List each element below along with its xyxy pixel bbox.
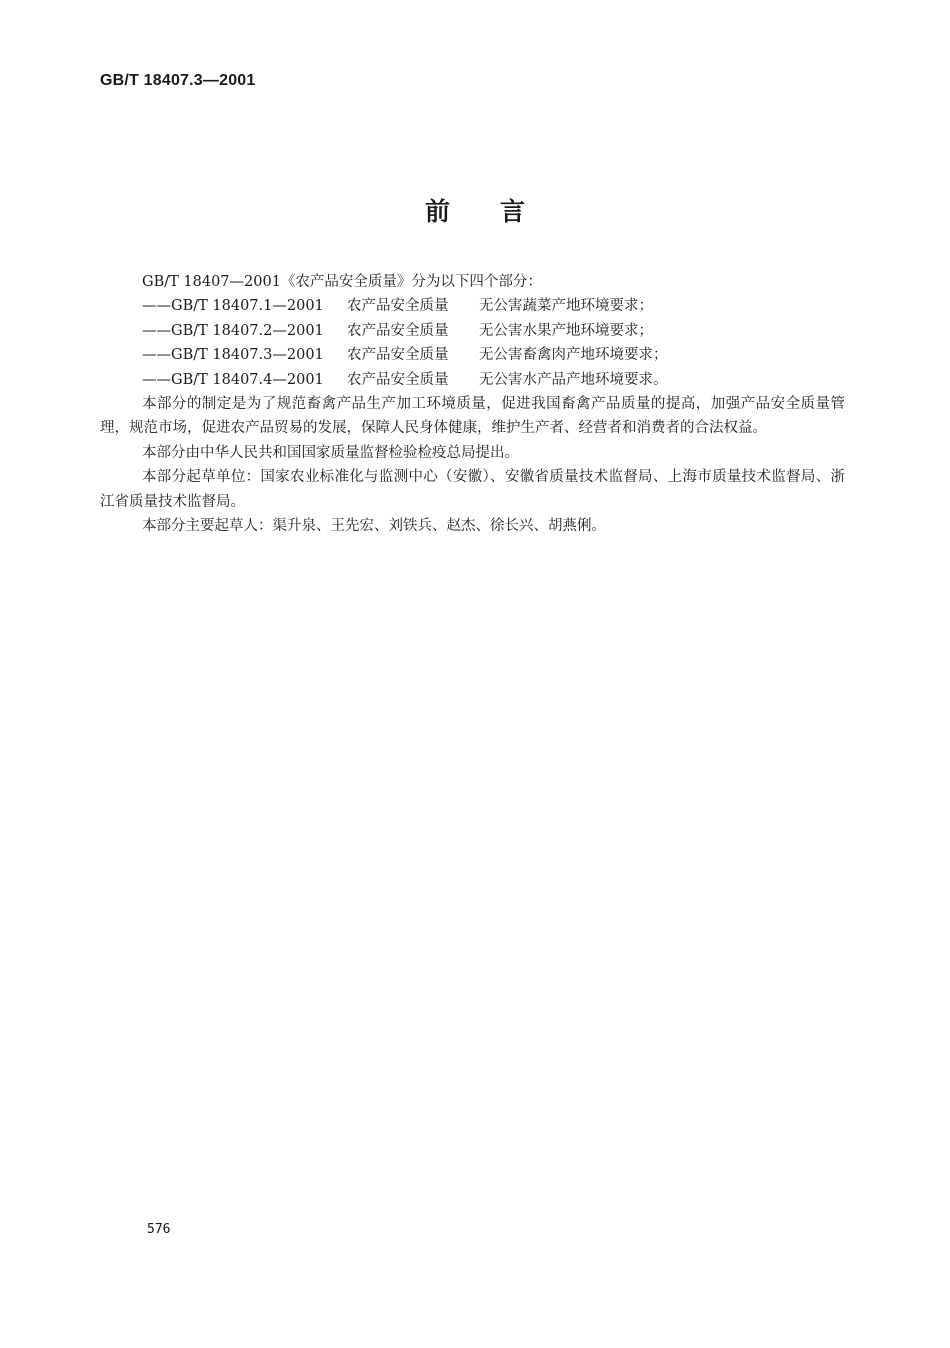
part-scope: 农产品安全质量 [347, 298, 449, 315]
part-scope: 农产品安全质量 [347, 371, 449, 388]
part-scope: 农产品安全质量 [347, 347, 449, 364]
part-code: ——GB/T 18407.4—2001 [142, 371, 324, 388]
drafters-paragraph: 本部分主要起草人：渠升泉、王先宏、刘铁兵、赵杰、徐长兴、胡燕俐。 [142, 518, 606, 535]
part-code: ——GB/T 18407.1—2001 [142, 298, 324, 315]
part-code: ——GB/T 18407.3—2001 [142, 347, 324, 364]
part-name: 无公害水果产地环境要求； [479, 322, 653, 339]
part-code: ——GB/T 18407.2—2001 [142, 322, 324, 339]
part-list-item [100, 343, 845, 367]
part-name: 无公害蔬菜产地环境要求； [479, 298, 653, 315]
purpose-paragraph: 本部分的制定是为了规范畜禽产品生产加工环境质量，促进我国畜禽产品质量的提高，加强产品安全质量管理，规范市场，促进农产品贸易的发展，保障人民身体健康，维护生产者、经营者和消费者的合法权益。 [100, 396, 845, 437]
part-name: 无公害畜禽肉产地环境要求； [479, 347, 668, 364]
part-scope: 农产品安全质量 [347, 322, 449, 339]
title-char-1: 前 [424, 197, 450, 226]
standard-code-header: GB/T 18407.3—2001 [100, 72, 256, 89]
part-name: 无公害水产品产地环境要求。 [479, 371, 668, 388]
intro-line: GB/T 18407—2001《农产品安全质量》分为以下四个部分： [142, 274, 542, 290]
part-list-item [100, 368, 845, 392]
page-number: 576 [147, 1222, 171, 1237]
part-list-item [100, 294, 845, 318]
part-list-item [100, 319, 845, 343]
foreword-body [100, 270, 845, 538]
page-title [0, 192, 950, 228]
title-char-2: 言 [500, 197, 526, 226]
proposer-paragraph: 本部分由中华人民共和国国家质量监督检验检疫总局提出。 [142, 444, 519, 461]
drafting-units-paragraph: 本部分起草单位：国家农业标准化与监测中心（安徽）、安徽省质量技术监督局、上海市质量技术监督局、浙江省质量技术监督局。 [100, 469, 845, 510]
